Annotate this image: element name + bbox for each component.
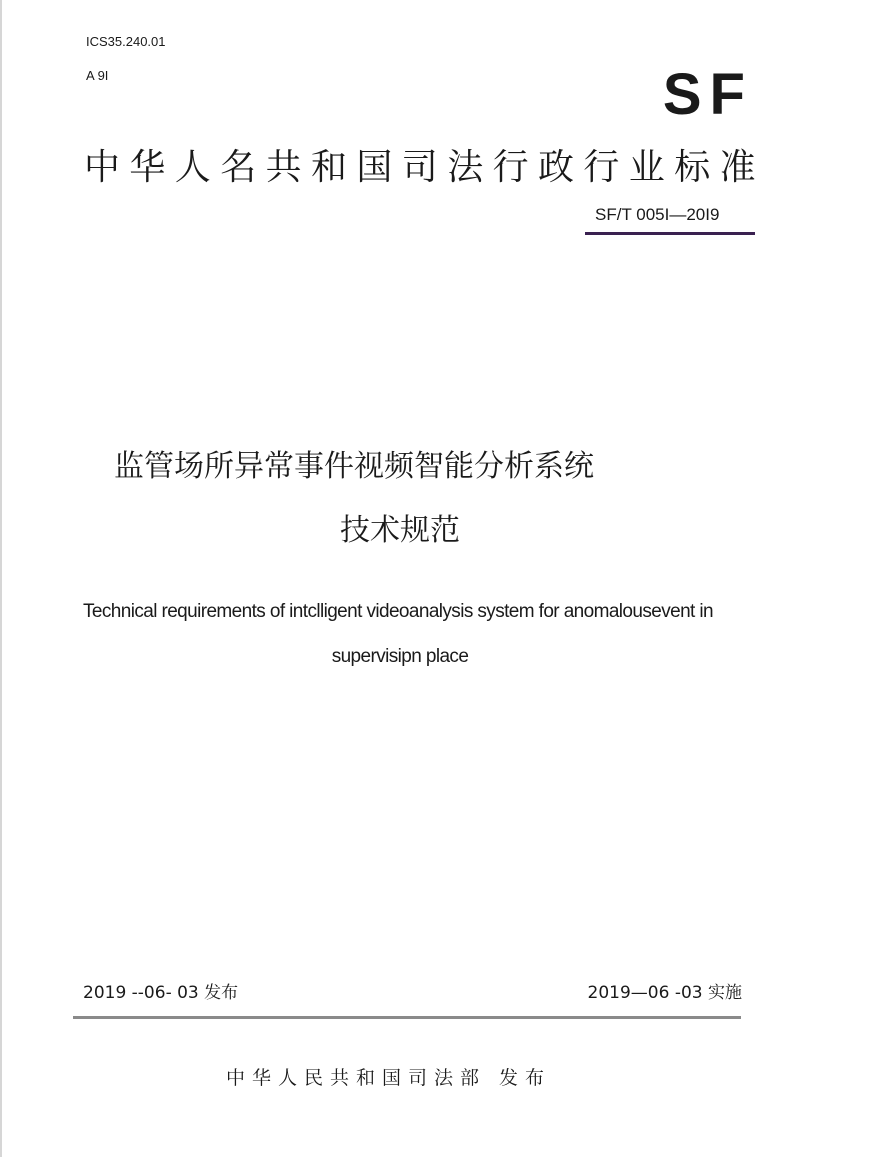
document-title-en-line1: Technical requirements of intclligent videoanalysis system for anomalousevent in [83, 601, 714, 622]
ics-code: ICS35.240.01 [86, 34, 166, 49]
issuing-authority: 中华人民共和国司法部 发布 [226, 1067, 552, 1089]
footer-divider [73, 1016, 741, 1019]
document-title-cn-line1: 监管场所异常事件视频智能分析系统 [114, 449, 594, 484]
sf-logo: SF [662, 62, 753, 127]
classification-code: A 9I [86, 68, 109, 83]
document-title-en-line2: supervisipn place [331, 646, 469, 667]
standard-number: SF/T 005I—20I9 [595, 205, 720, 224]
effective-date: 2019—06 -03 实施 [587, 983, 742, 1003]
standard-title: 中华人名共和国司法行政行业标准 [84, 147, 766, 188]
page-left-border [0, 0, 2, 1157]
issue-date: 2019 --06- 03 发布 [83, 983, 239, 1003]
standard-number-underline [585, 232, 755, 235]
document-title-cn-line2: 技术规范 [340, 513, 460, 548]
